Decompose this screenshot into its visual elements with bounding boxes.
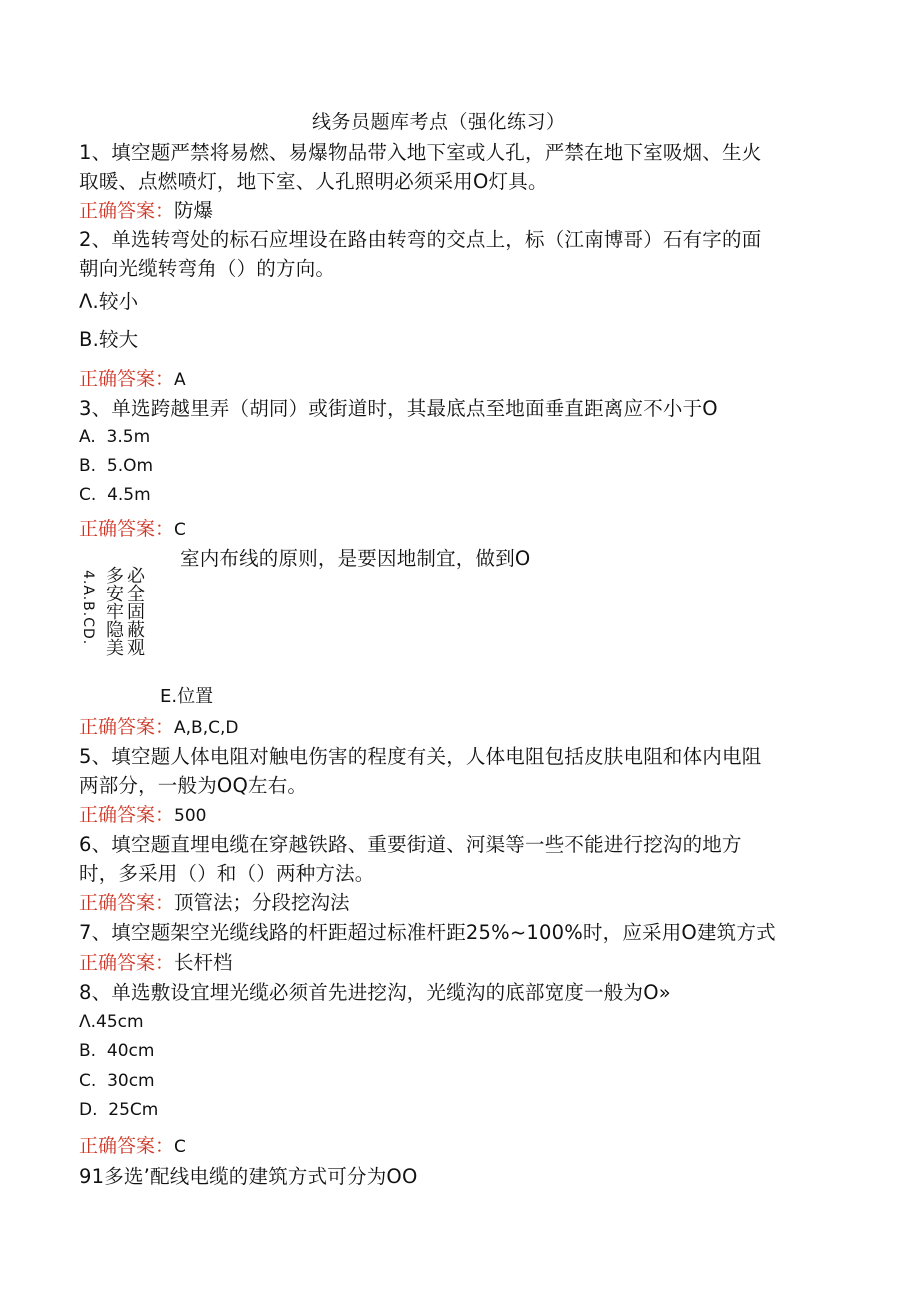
answer-label: 正确答案： [79,368,175,390]
answer-value: C [174,1137,186,1157]
answer-value: 顶管法；分段挖沟法 [174,891,350,914]
answer-label: 正确答案： [79,1135,175,1157]
answer-row-7 [79,953,233,973]
option-a: Λ.较小 [79,290,139,313]
question-2-line-1: 2、单选转弯处的标石应埋设在路由转弯的交点上，标（江南博哥）石有字的面 [79,228,762,251]
question-2-line-2: 朝向光缆转弯角（）的方向。 [79,257,336,280]
answer-label: 正确答案： [79,952,175,974]
question-3-line-1: 3、单选跨越里弄（胡同）或街道时，其最底点至地面垂直距离应不小于O [79,397,718,420]
question-9-line-1: 91多选’配线电缆的建筑方式可分为OO [79,1165,418,1188]
question-4-options-col-left: 多安牢隐美 [103,566,124,656]
option-d: D. 25Cm [79,1100,159,1120]
answer-row-5 [79,806,206,825]
answer-label: 正确答案： [79,518,175,540]
answer-label: 正确答案： [79,892,175,914]
answer-label: 正确答案： [79,200,175,222]
option-b: B. 5.Om [79,456,154,476]
question-6-line-2: 时，多采用（）和（）两种方法。 [79,862,375,885]
option-b: B.较大 [79,328,139,351]
option-c: C. 4.5m [79,485,151,505]
answer-row-1 [79,201,213,221]
answer-label: 正确答案： [79,716,175,738]
answer-row-4 [79,718,238,737]
answer-value: C [174,520,186,540]
option-a: Λ.45cm [79,1012,144,1032]
question-8-line-1: 8、单选敷设宜埋光缆必须首先进挖沟，光缆沟的底部宽度一般为O» [79,981,671,1004]
answer-value: A,B,C,D [174,718,239,738]
answer-value: 长杆档 [174,951,233,974]
option-a: A. 3.5m [79,427,151,447]
question-4-line-1: 室内布线的原则，是要因地制宜，做到O [180,547,531,570]
question-7-line-1: 7、填空题架空光缆线路的杆距超过标准杆距25%~100%时，应采用O建筑方式 [79,921,776,944]
option-c: C. 30cm [79,1071,155,1091]
answer-value: A [174,370,186,390]
answer-row-6 [79,893,350,913]
question-5-line-1: 5、填空题人体电阻对触电伤害的程度有关，人体电阻包括皮肤电阻和体内电阻 [79,745,762,768]
question-4-options-col-right: 必全固蔽观 [124,566,145,656]
answer-row-3 [79,520,186,539]
option-e: E.位置 [160,686,214,707]
option-b: B. 40cm [79,1041,155,1061]
page-title: 线务员题库考点（强化练习） [312,111,566,133]
answer-value: 500 [174,806,207,826]
answer-row-2 [79,370,186,389]
question-1-line-2: 取暖、点燃喷灯，地下室、人孔照明必须采用O灯具。 [79,170,548,193]
answer-value: 防爆 [174,199,214,222]
question-4-option-letters: 4.A.B.CD. [80,570,96,646]
answer-row-8 [79,1137,186,1156]
question-5-line-2: 两部分，一般为OQ左右。 [79,774,308,797]
question-6-line-1: 6、填空题直埋电缆在穿越铁路、重要街道、河渠等一些不能进行挖沟的地方 [79,833,742,856]
question-1-line-1: 1、填空题严禁将易燃、易爆物品带入地下室或人孔，严禁在地下室吸烟、生火 [79,141,762,164]
answer-label: 正确答案： [79,804,175,826]
